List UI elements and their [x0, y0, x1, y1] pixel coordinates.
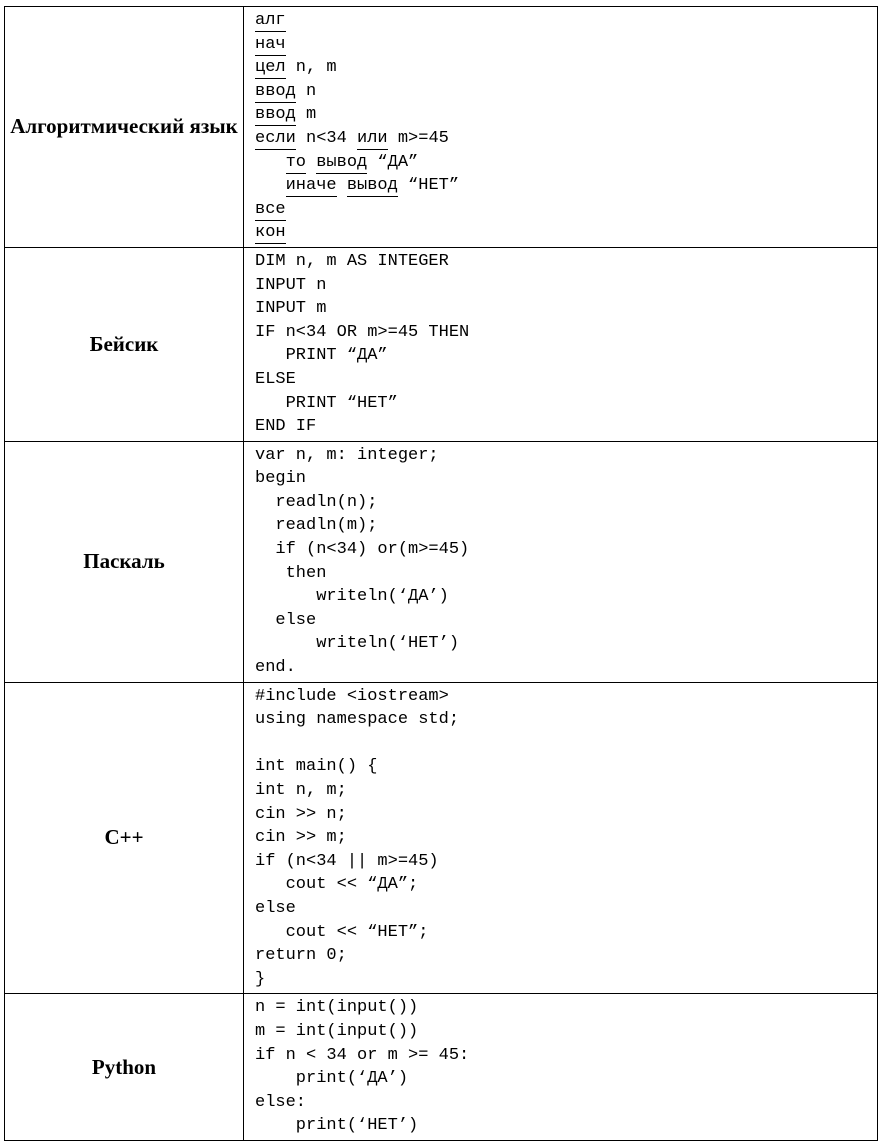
- code-block: [244, 682, 878, 994]
- code-line: [255, 392, 877, 416]
- code-line: [255, 921, 877, 945]
- code-text: begin: [255, 469, 307, 489]
- program-comparison-table: [4, 6, 878, 1141]
- language-name: Паскаль: [5, 441, 244, 682]
- code-line: [255, 321, 877, 345]
- code-text: else: [255, 610, 317, 630]
- code-line: [255, 127, 877, 151]
- code-block: [244, 994, 878, 1141]
- code-text: PRINT “ДА”: [255, 346, 388, 366]
- code-line: [255, 368, 877, 392]
- code-text: if (n<34 || m>=45): [255, 851, 439, 871]
- keyword: все: [255, 199, 286, 219]
- code-line: [255, 174, 877, 198]
- code-line: [255, 732, 877, 756]
- code-line: [255, 444, 877, 468]
- code-text: “НЕТ”: [397, 176, 460, 196]
- code-text: INPUT m: [255, 299, 327, 319]
- code-text: END IF: [255, 417, 317, 437]
- code-line: [255, 850, 877, 874]
- code-text: then: [255, 563, 327, 583]
- keyword: то: [285, 152, 307, 172]
- keyword: ввод: [255, 105, 296, 125]
- code-line: [255, 151, 877, 175]
- code-text: cin >> n;: [255, 804, 347, 824]
- code-line: [255, 562, 877, 586]
- code-text: [255, 153, 286, 172]
- code-text: cout << “ДА”;: [255, 875, 419, 895]
- code-text: }: [255, 969, 266, 989]
- code-text: n = int(input()): [255, 998, 419, 1018]
- code-line: [255, 1114, 877, 1138]
- language-name: C++: [5, 682, 244, 994]
- keyword: кон: [255, 223, 286, 243]
- code-line: [255, 538, 877, 562]
- language-row: [5, 994, 878, 1141]
- language-name: Алгоритмический язык: [5, 7, 244, 248]
- table-body: [5, 7, 878, 1141]
- code-line: [255, 221, 877, 245]
- code-block: [244, 441, 878, 682]
- code-line: [255, 1091, 877, 1115]
- keyword: цел: [255, 58, 286, 78]
- code-text: INPUT n: [255, 275, 327, 295]
- code-line: [255, 944, 877, 968]
- code-line: [255, 80, 877, 104]
- code-text: IF n<34 OR m>=45 THEN: [255, 322, 470, 342]
- code-text: DIM n, m AS INTEGER: [255, 251, 449, 271]
- code-line: [255, 9, 877, 33]
- code-text: var n, m: integer;: [255, 445, 439, 465]
- code-text: end.: [255, 658, 296, 678]
- keyword: алг: [255, 11, 286, 30]
- language-row: [5, 682, 878, 994]
- keyword: вывод: [316, 152, 368, 172]
- code-line: [255, 656, 877, 680]
- code-block: [244, 7, 878, 248]
- code-text: ELSE: [255, 369, 296, 389]
- code-text: [255, 176, 286, 195]
- code-line: [255, 103, 877, 127]
- language-name: Бейсик: [5, 247, 244, 441]
- code-text: if n < 34 or m >= 45:: [255, 1045, 470, 1065]
- code-text: writeln(‘ДА’): [255, 587, 449, 607]
- code-text: m>=45: [387, 128, 449, 148]
- code-text: using namespace std;: [255, 710, 460, 730]
- code-line: [255, 685, 877, 709]
- code-text: else: [255, 898, 296, 918]
- code-line: [255, 250, 877, 274]
- code-text: m = int(input()): [255, 1021, 419, 1041]
- code-block: [244, 247, 878, 441]
- code-text: [337, 176, 347, 195]
- keyword: если: [255, 128, 296, 148]
- code-text: [306, 153, 316, 172]
- code-text: else:: [255, 1092, 307, 1112]
- code-text: “ДА”: [367, 152, 419, 172]
- code-line: [255, 779, 877, 803]
- code-line: [255, 996, 877, 1020]
- code-line: [255, 344, 877, 368]
- code-text: PRINT “НЕТ”: [255, 393, 398, 413]
- code-line: [255, 826, 877, 850]
- code-text: m: [295, 105, 317, 125]
- code-text: print(‘НЕТ’): [255, 1116, 419, 1136]
- code-line: [255, 1067, 877, 1091]
- code-line: [255, 585, 877, 609]
- code-line: [255, 873, 877, 897]
- code-text: cin >> m;: [255, 828, 347, 848]
- language-name: Python: [5, 994, 244, 1141]
- code-line: [255, 632, 877, 656]
- code-line: [255, 274, 877, 298]
- code-text: n: [295, 81, 317, 101]
- code-text: print(‘ДА’): [255, 1069, 409, 1089]
- code-text: #include <iostream>: [255, 686, 449, 706]
- code-text: readln(m);: [255, 516, 378, 536]
- code-line: [255, 198, 877, 222]
- code-text: writeln(‘НЕТ’): [255, 634, 460, 654]
- keyword: ввод: [255, 81, 296, 101]
- keyword: или: [357, 128, 388, 148]
- code-text: n, m: [285, 58, 337, 78]
- code-line: [255, 491, 877, 515]
- code-line: [255, 755, 877, 779]
- keyword: вывод: [346, 176, 398, 196]
- code-line: [255, 467, 877, 491]
- language-row: [5, 441, 878, 682]
- code-line: [255, 297, 877, 321]
- code-text: int n, m;: [255, 781, 347, 800]
- code-text: int main() {: [255, 757, 378, 777]
- code-text: n<34: [295, 128, 358, 148]
- language-row: [5, 7, 878, 248]
- code-line: [255, 897, 877, 921]
- code-text: readln(n);: [255, 492, 378, 512]
- code-text: cout << “НЕТ”;: [255, 922, 429, 942]
- code-line: [255, 514, 877, 538]
- keyword: нач: [255, 34, 286, 54]
- code-line: [255, 803, 877, 827]
- keyword: иначе: [285, 176, 337, 196]
- code-line: [255, 415, 877, 439]
- code-line: [255, 1044, 877, 1068]
- code-line: [255, 708, 877, 732]
- code-text: return 0;: [255, 946, 347, 966]
- language-row: [5, 247, 878, 441]
- code-line: [255, 1020, 877, 1044]
- code-line: [255, 609, 877, 633]
- code-line: [255, 56, 877, 80]
- code-line: [255, 968, 877, 992]
- code-text: if (n<34) or(m>=45): [255, 540, 470, 560]
- code-line: [255, 33, 877, 57]
